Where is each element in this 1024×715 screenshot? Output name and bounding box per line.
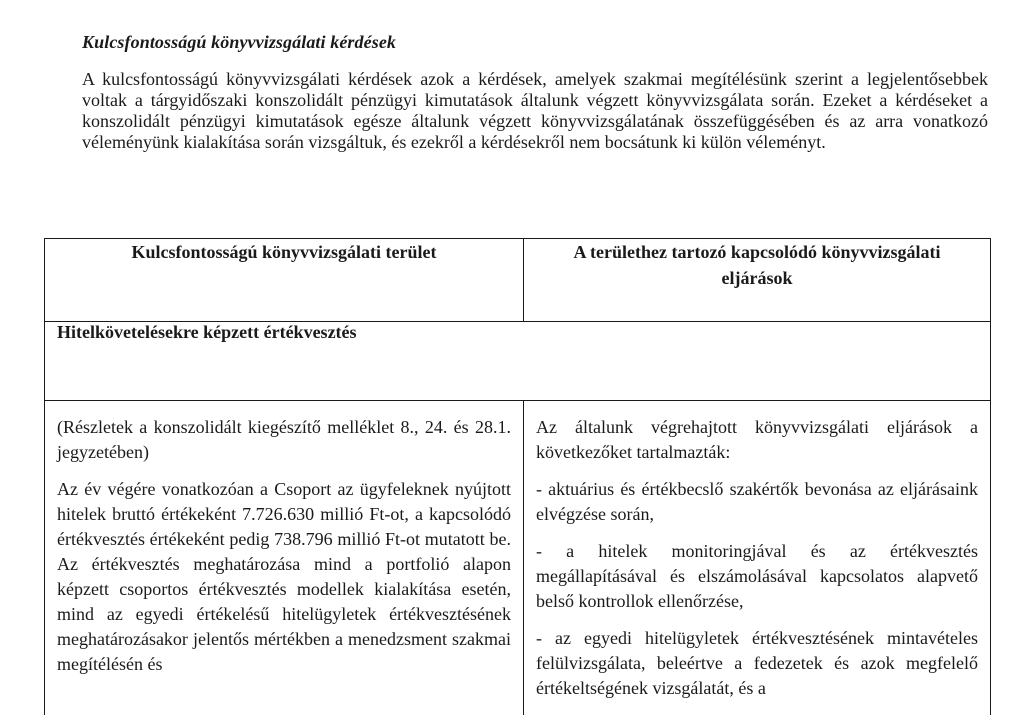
- reference-note: (Részletek a konszolidált kiegészítő melléklet 8., 24. és 28.1. jegyzetében): [57, 417, 511, 462]
- procedures-cell: [524, 401, 991, 715]
- table-body-row: [45, 401, 991, 715]
- procedures-intro: Az általunk végrehajtott könyvvizsgálati eljárások a következőket tartalmazták:: [536, 417, 978, 462]
- section-title: Kulcsfontosságú könyvvizsgálati kérdések: [82, 32, 397, 52]
- table-topic-row: [45, 322, 991, 401]
- procedure-item: - a hitelek monitoringjával és az értékvesztés megállapításával és elszámolásával kapcsolatos alapvető belső kontrollok ellenőrzése,: [536, 541, 978, 611]
- intro-paragraph: A kulcsfontosságú könyvvizsgálati kérdések azok a kérdések, amelyek szakmai megítélésünk szerint a legjelentősebbek voltak a tárgyidőszaki konszolidált pénzügyi kimutatások általunk végzett könyvvizsgálata során. Ezeket a kérdéseket a konszolidált pénzügyi kimutatások egésze általunk végzett könyvvizsgálatának összefüggésében és az arra vonatkozó véleményünk kialakítása során vizsgáltuk, és ezekről a kérdésekről nem bocsátunk ki külön véleményt.: [82, 69, 988, 152]
- procedure-item: - aktuárius és értékbecslő szakértők bevonása az eljárásaink elvégzése során,: [536, 479, 978, 524]
- audit-area-cell: [45, 401, 524, 715]
- table-header-row: [45, 239, 991, 322]
- area-description: Az év végére vonatkozóan a Csoport az ügyfeleknek nyújtott hitelek bruttó értékeként 7.726.630 millió Ft-ot, a kapcsolódó értékvesztés értékeként pedig 738.796 millió Ft-ot mutatott be. Az értékvesztés meghatározása mind a portfolió alapon képzett csoportos értékvesztés modellek kialakítása esetén, mind az egyedi értékelésű hitelügyletek értékvesztésének meghatározásakor jelentős mértékben a menedzsment szakmai megítélésén és: [57, 479, 511, 674]
- topic-title: Hitelkövetelésekre képzett értékvesztés: [45, 322, 991, 401]
- key-audit-matters-table: [44, 238, 991, 715]
- header-audit-procedures: A területhez tartozó kapcsolódó könyvvizsgálati eljárások: [524, 239, 991, 322]
- procedure-item: - az egyedi hitelügyletek értékvesztésének mintavételes felülvizsgálata, beleértve a fedezetek és azok megfelelő értékeltségének vizsgálatát, és a: [536, 628, 978, 698]
- header-audit-area: Kulcsfontosságú könyvvizsgálati terület: [45, 239, 524, 322]
